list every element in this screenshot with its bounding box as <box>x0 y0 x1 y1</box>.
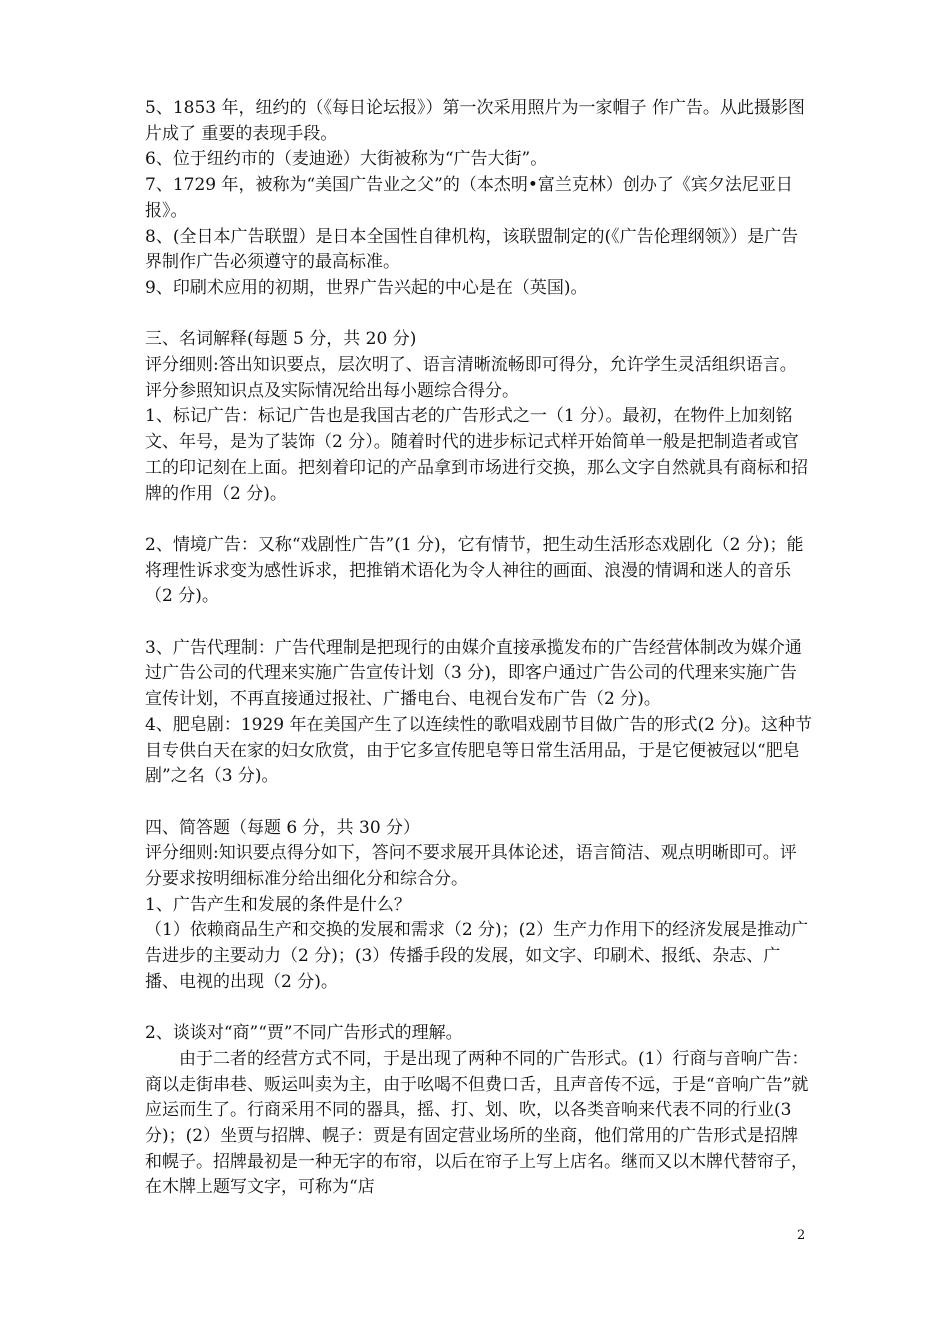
document-body <box>145 96 813 1201</box>
paragraph: 5、1853 年，纽约的（《每日论坛报》）第一次采用照片为一家帽子 作广告。从此摄影图片成了 重要的表现手段。 <box>145 98 805 144</box>
paragraph: 8、(全日本广告联盟）是日本全国性自律机构，该联盟制定的(《广告伦理纲领》）是广告界制作广告必须遵守的最高标准。 <box>145 226 799 273</box>
paragraph: 由于二者的经营方式不同，于是出现了两种不同的广告形式。(1）行商与音响广告：商以走街串巷、贩运叫卖为主，由于吆喝不但费口舌，且声音传不远，于是“音响广告”就应运而生了。行商采用不同的器具，摇、打、划、吹，以各类音响来代表不同的行业(3 分)；(2）坐贾与招牌、幌子：贾是有固定营业场所的坐商，他们常用的广告形式是招牌和幌子。招牌最初是一种无字的布帘，以后在帘子上写上店名。继而又以木牌代替帘子，在木牌上题写文字，可称为“店 <box>145 1048 809 1198</box>
paragraph: 4、肥皂剧：1929 年在美国产生了以连续性的歌唱戏剧节目做广告的形式(2 分)。这种节目专供白天在家的妇女欣赏，由于它多宣传肥皂等日常生活用品，于是它便被冠以“肥皂剧”之名（3 分)。 <box>145 714 812 787</box>
paragraph: 6、位于纽约市的（麦迪逊）大街被称为“广告大街”。 <box>145 149 548 170</box>
paragraph-gap <box>145 507 813 533</box>
paragraph: 评分细则:知识要点得分如下，答问不要求展开具体论述，语言简洁、观点明晰即可。评分要求按明细标准分给出细化分和综合分。 <box>145 843 797 890</box>
paragraph: 7、1729 年，被称为“美国广告业之父”的（本杰明•富兰克林）创办了《宾夕法尼亚日报》。 <box>145 175 793 221</box>
paragraph-gap <box>145 996 813 1022</box>
paragraph: 2、谈谈对“商”“贾”不同广告形式的理解。 <box>145 1023 463 1044</box>
paragraph: （1）依赖商品生产和交换的发展和需求（2 分)；(2）生产力作用下的经济发展是推动广告进步的主要动力（2 分)；(3）传播手段的发展，如文字、印刷术、报纸、杂志、广播、电视的出现（2 分)。 <box>145 920 809 992</box>
paragraph: 9、印刷术应用的初期，世界广告兴起的中心是在（英国)。 <box>145 277 588 298</box>
paragraph: 3、广告代理制：广告代理制是把现行的由媒介直接承揽发布的广告经营体制改为媒介通过广告公司的代理来实施广告宣传计划（3 分)，即客户通过广告公司的代理来实施广告宣传计划，不再直接通过报社、广播电台、电视台发布广告（2 分)。 <box>145 637 802 710</box>
paragraph: 三、名词解释(每题 5 分，共 20 分) <box>145 329 417 350</box>
paragraph: 1、标记广告：标记广告也是我国古老的广告形式之一（1 分）。最初，在物件上加刻铭文、年号，是为了装饰（2 分）。随着时代的进步标记式样开始简单一般是把制造者或官工的印记刻在上面。把刻着印记的产品拿到市场进行交换，那么文字自然就具有商标和招牌的作用（2 分)。 <box>145 406 808 504</box>
paragraph: 四、简答题（每题 6 分，共 30 分） <box>145 817 421 838</box>
paragraph-gap <box>145 790 813 816</box>
paragraph-gap <box>145 302 813 328</box>
paragraph: 评分细则:答出知识要点，层次明了、语言清晰流畅即可得分，允许学生灵活组织语言。评分参照知识点及实际情况给出每小题综合得分。 <box>145 355 797 401</box>
page-number: 2 <box>797 1228 806 1243</box>
paragraph-gap <box>145 610 813 636</box>
paragraph: 2、情境广告：又称“戏剧性广告”(1 分)，它有情节，把生动生活形态戏剧化（2 分)；能将理性诉求变为感性诉求，把推销术语化为令人神往的画面、浪漫的情调和迷人的音乐（2 分)。 <box>145 534 804 607</box>
paragraph: 1、广告产生和发展的条件是什么？ <box>145 894 411 915</box>
